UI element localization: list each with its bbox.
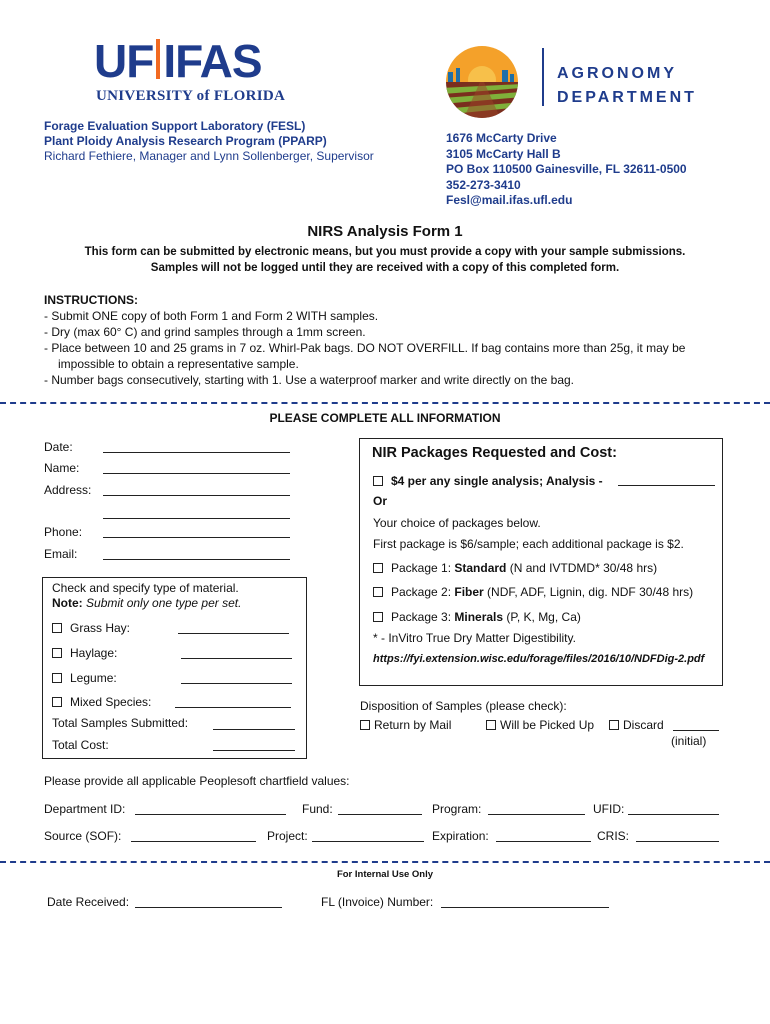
discard-checkbox[interactable] — [609, 720, 619, 730]
discard-label: Discard — [623, 718, 664, 732]
project-label: Project: — [267, 829, 308, 843]
instruction-item: - Dry (max 60° C) and grind samples through a 1mm screen. — [44, 325, 366, 339]
department-line1: AGRONOMY — [557, 65, 677, 82]
phone-field[interactable] — [103, 526, 290, 538]
total-cost-field[interactable] — [213, 739, 295, 751]
material-heading-block — [52, 581, 241, 611]
source-label: Source (SOF): — [44, 829, 122, 843]
instruction-item: - Number bags consecutively, starting with 1. Use a waterproof marker and write directly on the bag. — [44, 373, 575, 387]
haylage-label: Haylage: — [70, 646, 118, 660]
name-field[interactable] — [103, 462, 290, 474]
or-label: Or — [373, 494, 388, 508]
email-label: Email: — [44, 547, 78, 561]
package-3-prefix: Package 3: — [391, 610, 455, 624]
lab-info — [44, 119, 374, 164]
total-samples-label: Total Samples Submitted: — [52, 716, 189, 730]
package-2-checkbox[interactable] — [373, 587, 383, 597]
expiration-field[interactable] — [496, 830, 591, 842]
internal-use-heading: For Internal Use Only — [336, 869, 434, 880]
picked-up-label: Will be Picked Up — [500, 718, 595, 732]
total-samples-field[interactable] — [213, 718, 295, 730]
source-field[interactable] — [131, 830, 256, 842]
department-divider — [542, 48, 544, 106]
phone-label: Phone: — [44, 525, 83, 539]
pricing-text: First package is $6/sample; each additional package is $2. — [373, 537, 684, 551]
name-label: Name: — [44, 461, 80, 475]
digestibility-footnote: * - InVitro True Dry Matter Digestibility. — [373, 631, 576, 645]
package-2-option[interactable] — [373, 585, 693, 599]
return-by-mail-checkbox[interactable] — [360, 720, 370, 730]
instructions — [44, 292, 685, 388]
lab-staff: Richard Fethiere, Manager and Lynn Sollenberger, Supervisor — [44, 149, 374, 163]
complete-heading: PLEASE COMPLETE ALL INFORMATION — [269, 411, 501, 425]
program-label: Program: — [432, 802, 482, 816]
package-1-detail: (N and IVTDMD* 30/48 hrs) — [506, 561, 658, 575]
instruction-item: - Submit ONE copy of both Form 1 and Form 2 WITH samples. — [44, 309, 379, 323]
material-heading: Check and specify type of material. — [52, 581, 239, 595]
program-field[interactable] — [488, 803, 585, 815]
packages-heading: NIR Packages Requested and Cost: — [372, 445, 617, 461]
cris-field[interactable] — [636, 830, 719, 842]
package-2-name: Fiber — [454, 585, 484, 599]
notice-line2: Samples will not be logged until they are received with a copy of this completed form. — [150, 262, 620, 274]
ndf-reference-link[interactable]: https://fyi.extension.wisc.edu/forage/files/2016/10/NDFDig-2.pdf — [373, 653, 705, 665]
section-divider — [0, 861, 770, 863]
department-line2: DEPARTMENT — [557, 89, 697, 106]
agronomy-emblem-icon — [442, 42, 522, 122]
total-cost-label: Total Cost: — [52, 738, 109, 752]
logo-uf-text: UF — [94, 35, 154, 87]
department-id-label: Department ID: — [44, 802, 126, 816]
logo-ifas-text: IFAS — [163, 35, 262, 87]
choice-text: Your choice of packages below. — [373, 516, 541, 530]
notice-line1: This form can be submitted by electronic means, but you must provide a copy with your sample submissions. — [84, 246, 686, 258]
address-line3: PO Box 110500 Gainesville, FL 32611-0500 — [446, 162, 687, 176]
university-name: UNIVERSITY of FLORIDA — [96, 88, 286, 104]
initial-label: (initial) — [671, 734, 707, 748]
material-mixed-species[interactable] — [52, 695, 151, 709]
address-label: Address: — [44, 483, 92, 497]
instruction-item: impossible to obtain a representative sample. — [58, 357, 299, 371]
picked-up-checkbox[interactable] — [486, 720, 496, 730]
grass-hay-checkbox[interactable] — [52, 623, 62, 633]
return-by-mail-label: Return by Mail — [374, 718, 452, 732]
package-3-checkbox[interactable] — [373, 612, 383, 622]
package-3-option[interactable] — [373, 610, 581, 624]
project-field[interactable] — [312, 830, 424, 842]
disposition-heading: Disposition of Samples (please check): — [360, 699, 567, 713]
note-text: Submit only one type per set. — [86, 596, 242, 610]
date-received-field[interactable] — [135, 896, 282, 908]
mixed-species-label: Mixed Species: — [70, 695, 152, 709]
cris-label: CRIS: — [597, 829, 630, 843]
expiration-label: Expiration: — [432, 829, 489, 843]
package-2-detail: (NDF, ADF, Lignin, dig. NDF 30/48 hrs) — [483, 585, 694, 599]
email-address: Fesl@mail.ifas.ufl.edu — [446, 193, 573, 207]
package-1-option[interactable] — [373, 561, 657, 575]
program-name: Plant Ploidy Analysis Research Program (PPARP) — [44, 134, 327, 148]
instructions-heading: INSTRUCTIONS: — [44, 293, 138, 307]
single-analysis-option[interactable] — [373, 474, 603, 488]
mixed-species-field[interactable] — [175, 696, 291, 708]
single-analysis-checkbox[interactable] — [373, 476, 383, 486]
invoice-number-field[interactable] — [441, 896, 609, 908]
department-name — [557, 62, 697, 110]
picked-up-option[interactable] — [486, 718, 594, 732]
grass-hay-label: Grass Hay: — [70, 621, 131, 635]
legume-checkbox[interactable] — [52, 673, 62, 683]
single-analysis-label: $4 per any single analysis; Analysis - — [391, 474, 603, 488]
package-3-name: Minerals — [454, 610, 504, 624]
date-label: Date: — [44, 440, 73, 454]
date-received-label: Date Received: — [47, 895, 130, 909]
note-label: Note: — [52, 596, 83, 610]
mixed-species-checkbox[interactable] — [52, 697, 62, 707]
package-1-prefix: Package 1: — [391, 561, 455, 575]
ufid-field[interactable] — [628, 803, 719, 815]
return-by-mail-option[interactable] — [360, 718, 451, 732]
material-legume[interactable] — [52, 671, 117, 685]
legume-label: Legume: — [70, 671, 117, 685]
package-1-name: Standard — [454, 561, 507, 575]
fund-field[interactable] — [338, 803, 422, 815]
grass-hay-field[interactable] — [178, 622, 289, 634]
legume-field[interactable] — [181, 672, 292, 684]
invoice-number-label: FL (Invoice) Number: — [321, 895, 434, 909]
logo-separator — [156, 39, 160, 79]
lab-address — [446, 131, 687, 209]
department-id-field[interactable] — [135, 803, 286, 815]
chartfield-intro: Please provide all applicable Peoplesoft chartfield values: — [44, 774, 350, 788]
ufid-label: UFID: — [593, 802, 625, 816]
discard-initial-field[interactable] — [673, 719, 719, 731]
address-line2: 3105 McCarty Hall B — [446, 146, 561, 161]
package-1-checkbox[interactable] — [373, 563, 383, 573]
address-field[interactable] — [103, 484, 290, 496]
fund-label: Fund: — [302, 802, 333, 816]
material-haylage[interactable] — [52, 646, 117, 660]
haylage-field[interactable] — [181, 647, 292, 659]
phone-number: 352-273-3410 — [446, 177, 521, 192]
lab-name: Forage Evaluation Support Laboratory (FESL) — [44, 119, 306, 133]
package-2-prefix: Package 2: — [391, 585, 455, 599]
haylage-checkbox[interactable] — [52, 648, 62, 658]
discard-option[interactable] — [609, 718, 664, 732]
form-notice — [0, 244, 770, 276]
instruction-item: - Place between 10 and 25 grams in 7 oz. Whirl-Pak bags. DO NOT OVERFILL. If bag contains more than 25g, it may be — [44, 341, 686, 355]
material-grass-hay[interactable] — [52, 621, 130, 635]
form-title: NIRS Analysis Form 1 — [307, 223, 463, 240]
address-field-line2[interactable] — [103, 507, 290, 519]
section-divider — [0, 402, 770, 404]
uf-ifas-logo — [94, 35, 262, 87]
address-line1: 1676 McCarty Drive — [446, 131, 557, 145]
single-analysis-field[interactable] — [618, 474, 715, 486]
email-field[interactable] — [103, 548, 290, 560]
package-3-detail: (P, K, Mg, Ca) — [503, 610, 581, 624]
date-field[interactable] — [103, 441, 290, 453]
